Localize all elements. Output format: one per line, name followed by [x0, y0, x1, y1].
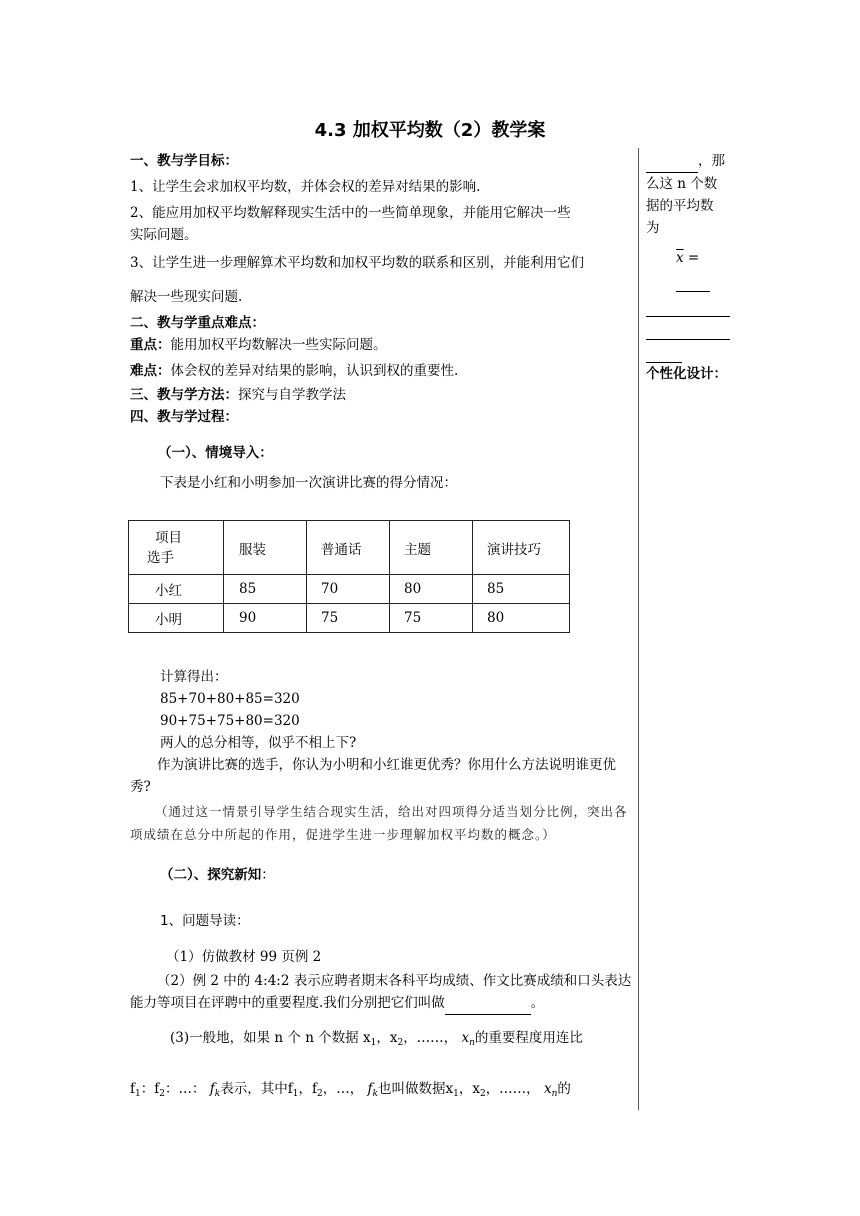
method-heading: 三、教与学方法： [130, 387, 238, 403]
equals-sign: = [687, 250, 700, 266]
item3-text-d: 也叫做数据 [377, 1081, 446, 1097]
row-name-cell: 小明 [129, 604, 224, 633]
score-cell: 75 [307, 604, 390, 633]
header-cell: 主题 [390, 521, 473, 575]
score-cell: 85 [224, 575, 307, 604]
method-line [130, 384, 632, 406]
calculation-section [130, 666, 632, 1105]
item3-text-a: (3)一般地，如果 n 个 n 个数据 [170, 1030, 359, 1046]
sidebar-blank[interactable] [646, 150, 698, 173]
mean-blank[interactable] [676, 269, 710, 292]
header-cell: 普通话 [307, 521, 390, 575]
difficulty-label: 难点： [130, 363, 171, 379]
sidebar-line1-suffix: ，那 [698, 153, 725, 169]
difficult-point [130, 360, 632, 382]
item3-text-e: 的 [557, 1081, 571, 1097]
part2-item3-line1: (3)一般地，如果 n 个 n 个数据 $x_1$，$x_2$，……， $x_n$的重要程度用连比 [170, 1030, 583, 1048]
sidebar-blank-line[interactable] [646, 340, 732, 363]
score-cell: 90 [224, 604, 307, 633]
part2-item1: （1）仿做教材 99 页例 2 [166, 949, 322, 965]
part2-heading: （二）、探究新知 [160, 867, 262, 883]
sidebar-line-2: 么这 n 个数 [646, 176, 718, 192]
calc-line-2: 90+75+75+80=320 [160, 713, 300, 729]
page-title: 4.3 加权平均数（2）教学案 [314, 120, 546, 141]
answer-blank[interactable] [445, 992, 531, 1015]
key-point [130, 334, 632, 356]
key-label: 重点： [130, 337, 171, 353]
table-header-row [129, 521, 570, 575]
goal-3b: 解决一些现实问题. [130, 289, 243, 305]
calc-note: （通过这一情景引导学生结合现实生活，给出对四项得分适当划分比例，突出各项成绩在总分中所起的作用，促进学生进一步理解加权平均数的概念。） [130, 804, 628, 842]
goal-3a: 3、让学生进一步理解算术平均数和加权平均数的联系和区别，并能利用它们 [130, 255, 585, 271]
table-row [129, 604, 570, 633]
score-cell: 85 [473, 575, 570, 604]
goals-heading: 一、教与学目标： [130, 153, 238, 169]
calc-line-3: 两人的总分相等，似乎不相上下? [160, 735, 357, 751]
xbar-symbol: $\overline{x}$ [676, 250, 684, 266]
score-cell: 80 [390, 575, 473, 604]
calc-question: 作为演讲比赛的选手，你认为小明和小红谁更优秀？你用什么方法说明谁更优秀? [130, 757, 616, 795]
part2-item2 [130, 970, 632, 1015]
score-cell: 70 [307, 575, 390, 604]
part1-intro: 下表是小红和小明参加一次演讲比赛的得分情况： [160, 475, 457, 491]
sidebar-blank-line[interactable] [646, 294, 732, 317]
table-row [129, 575, 570, 604]
sidebar-line-1 [646, 150, 732, 173]
item3-text-b: 的重要程度用连比 [474, 1030, 583, 1046]
sidebar-line-3: 据的平均数 [646, 198, 714, 214]
corner-top-label: 项目 [155, 529, 182, 546]
part2-sub1: 1、问题导读： [160, 913, 250, 929]
score-cell: 75 [390, 604, 473, 633]
part2-colon: ： [261, 867, 275, 883]
difficulty-text: 体会权的差异对结果的影响，认识到权的重要性. [170, 363, 459, 379]
row-name-cell: 小红 [129, 575, 224, 604]
sidebar-line-4: 为 [646, 220, 660, 236]
main-column [130, 150, 632, 494]
calc-label: 计算得出： [160, 669, 228, 685]
score-table [128, 520, 570, 633]
part2-heading-line [130, 864, 632, 886]
header-cell: 服装 [224, 521, 307, 575]
process-heading: 四、教与学过程： [130, 409, 238, 425]
personal-design-label: 个性化设计： [646, 366, 727, 382]
goal-2a: 2、能应用加权平均数解释现实生活中的一些简单现象，并能用它解决一些 [130, 205, 571, 221]
goal-1: 1、让学生会求加权平均数，并体会权的差异对结果的影响. [130, 179, 481, 195]
column-divider [638, 148, 639, 1110]
part2-item2-end: 。 [530, 995, 545, 1011]
corner-bottom-label: 选手 [147, 549, 174, 566]
score-cell: 80 [473, 604, 570, 633]
calc-line-1: 85+70+80+85=320 [160, 691, 300, 707]
sidebar [646, 150, 732, 385]
item3-text-c: 表示，其中 [220, 1081, 288, 1097]
method-text: 探究与自学教学法 [238, 387, 346, 403]
part2-item3-line2: $f_1$：$f_2$：…： $f_k$表示，其中$f_1$，$f_2$，…， $f_k$也叫做数据$x_1$，$x_2$，……， $x_n$的 [130, 1081, 571, 1099]
part2-item2-text: （2）例 2 中的 4:4:2 表示应聘者期末各科平均成绩、作文比赛成绩和口头表达能力等项目在评聘中的重要程度.我们分别把它们叫做 [130, 973, 632, 1011]
sidebar-blank-line[interactable] [646, 317, 732, 340]
mean-formula [646, 247, 732, 292]
part1-heading: （一）、情境导入： [158, 445, 273, 461]
table-corner-cell [129, 521, 224, 575]
goal-2b: 实际问题。 [130, 227, 198, 243]
key-text: 能用加权平均数解决一些实际问题。 [170, 337, 387, 353]
keypoints-heading: 二、教与学重点难点： [130, 315, 265, 331]
header-cell: 演讲技巧 [473, 521, 570, 575]
